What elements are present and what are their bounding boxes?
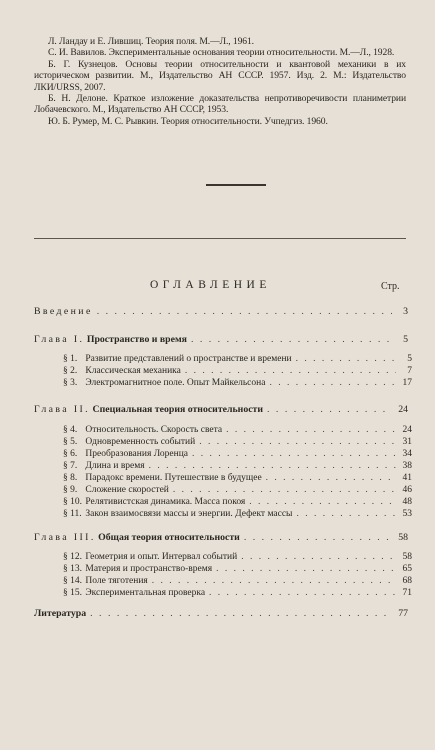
toc-entry-intro[interactable]: [34, 306, 408, 318]
toc-leader-dots: [97, 306, 392, 318]
chapter-title: Специальная теория относительности: [92, 404, 264, 415]
toc-section[interactable]: § 6. Преобразования Лоренца . . . 34: [63, 448, 412, 460]
toc-entry-label: Литература: [34, 608, 87, 619]
chapter-title: Пространство и время: [86, 334, 187, 345]
toc-section[interactable]: § 12. Геометрия и опыт. Интервал событий . . . 58: [63, 551, 412, 563]
chapter-prefix: Глава I.: [34, 334, 85, 345]
toc-page-column-header: Стр.: [381, 281, 400, 292]
toc-section[interactable]: § 3. Электромагнитное поле. Опыт Майкельсона . . . 17: [63, 377, 412, 389]
toc-section[interactable]: § 5. Одновременность событий . . . 31: [63, 436, 412, 448]
toc-page-number: 58: [398, 532, 408, 543]
toc-section[interactable]: § 15. Экспериментальная проверка . . . 71: [63, 587, 412, 599]
toc-section[interactable]: § 14. Поле тяготения . . . 68: [63, 575, 412, 587]
toc-page-number: 24: [398, 404, 408, 415]
toc-chapter-1[interactable]: [34, 334, 408, 346]
bibliography-entry: Б. Н. Делоне. Краткое изложение доказательства непротиворечивости планиметрии Лобачевского. М., Издательство АН СССР, 1953.: [34, 93, 406, 116]
section-end-rule: [206, 184, 266, 186]
bibliography: [34, 36, 406, 127]
toc-section[interactable]: § 1. Развитие представлений о пространстве и времени . . . 5: [63, 353, 412, 365]
toc-page-number: 5: [403, 334, 408, 345]
toc-leader-dots: [191, 334, 392, 346]
toc-section[interactable]: § 13. Материя и пространство-время . . . 65: [63, 563, 412, 575]
toc-chapter-3[interactable]: [34, 532, 408, 544]
bibliography-entry: Б. Г. Кузнецов. Основы теории относительности и квантовой механики в их историческом развитии. М., Издательство АН СССР. 1957. Изд. 2. М.: Издательство ЛКИ/URSS, 2007.: [34, 58, 406, 93]
toc-title: ОГЛАВЛЕНИЕ: [150, 279, 271, 291]
toc-section[interactable]: § 2. Классическая механика . . . 7: [63, 365, 412, 377]
toc-section[interactable]: § 10. Релятивистская динамика. Масса покоя . . . 48: [63, 496, 412, 508]
bibliography-entry: Л. Ландау и Е. Лившиц. Теория поля. М.—Л., 1961.: [48, 36, 254, 47]
bibliography-entry: Ю. Б. Румер, М. С. Рывкин. Теория относительности. Учпедгиз. 1960.: [48, 115, 328, 127]
toc-section[interactable]: § 9. Сложение скоростей . . . 46: [63, 484, 412, 496]
toc-section[interactable]: § 7. Длина и время . . . 38: [63, 460, 412, 472]
bibliography-entry: С. И. Вавилов. Экспериментальные основания теории относительности. М.—Л., 1928.: [48, 47, 395, 59]
toc-page-number: 77: [398, 608, 408, 619]
toc-section[interactable]: § 11. Закон взаимосвязи массы и энергии. Дефект массы . . . 53: [63, 508, 412, 520]
toc-entry-label: Введение: [34, 306, 93, 317]
page-divider: [34, 238, 406, 239]
chapter-title: Общая теория относительности: [98, 532, 240, 543]
toc-section[interactable]: § 8. Парадокс времени. Путешествие в будущее . . . 41: [63, 472, 412, 484]
toc-page-number: 3: [403, 306, 408, 317]
toc-entry-literature[interactable]: [34, 608, 408, 620]
chapter-prefix: Глава III.: [34, 532, 96, 543]
toc-section[interactable]: § 4. Относительность. Скорость света . . . 24: [63, 424, 412, 436]
chapter-prefix: Глава II.: [34, 404, 91, 415]
toc-chapter-2[interactable]: [34, 404, 408, 416]
